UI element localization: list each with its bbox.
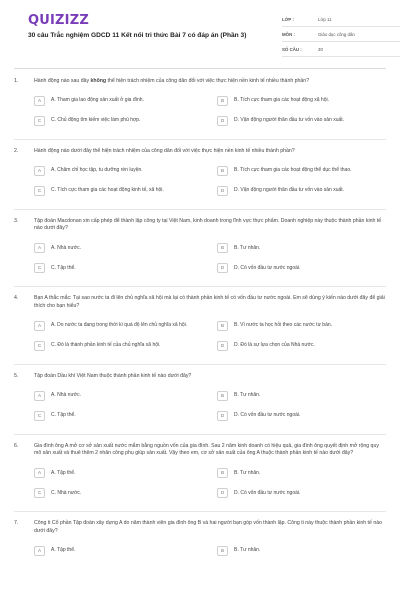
- question-divider: [14, 364, 386, 365]
- worksheet-header: [14, 0, 386, 62]
- answer-option[interactable]: [217, 241, 386, 255]
- answer-option[interactable]: [34, 389, 203, 403]
- option-letter-box[interactable]: B: [217, 468, 228, 478]
- question-number: 2.: [14, 147, 19, 154]
- option-letter-box[interactable]: C: [34, 341, 45, 351]
- option-letter-box[interactable]: A: [34, 243, 45, 253]
- answer-options: [34, 466, 386, 500]
- answer-option[interactable]: [34, 94, 203, 108]
- question-divider: [14, 209, 386, 210]
- option-letter-box[interactable]: C: [34, 411, 45, 421]
- option-letter-box[interactable]: B: [217, 546, 228, 556]
- option-text: A. Tham gia lao động sản xuất ở gia đình.: [51, 97, 144, 104]
- answer-option[interactable]: [217, 466, 386, 480]
- answer-option[interactable]: [217, 114, 386, 128]
- meta-key: SỐ CÂU :: [282, 46, 302, 52]
- option-text: B. Vì nước ta học hỏi theo các nước tư bản.: [234, 322, 333, 329]
- question-item: [14, 218, 386, 288]
- option-text: C. Tích cực tham gia các hoạt động kinh tế, xã hội.: [51, 187, 164, 194]
- question-text-part: thể hiện trách nhiệm của công dân đối với việc thực hiện nền kinh tế nhiều thành phần?: [106, 78, 310, 84]
- question-text: [34, 520, 386, 536]
- option-letter-box[interactable]: D: [217, 341, 228, 351]
- question-number: 4.: [14, 295, 19, 302]
- option-text: A. Nhà nước.: [51, 244, 81, 251]
- question-number: 5.: [14, 372, 19, 379]
- question-divider: [14, 286, 386, 287]
- option-text: D. Vận động người thân đầu tư vốn vào sản xuất.: [234, 117, 345, 124]
- option-letter-box[interactable]: A: [34, 166, 45, 176]
- option-text: D. Có vốn đầu tư nước ngoài.: [234, 412, 301, 419]
- option-letter-box[interactable]: C: [34, 488, 45, 498]
- question-divider: [14, 434, 386, 435]
- meta-value: 30: [318, 46, 323, 52]
- question-text: [34, 443, 386, 459]
- answer-option[interactable]: [34, 409, 203, 423]
- option-text: C. Đó là thành phần kinh tế của chủ nghĩa xã hội.: [51, 342, 161, 349]
- answer-option[interactable]: [217, 339, 386, 353]
- meta-row-subject: [282, 27, 400, 42]
- question-item: [14, 78, 386, 140]
- header-divider: [14, 68, 386, 69]
- answer-options: [34, 241, 386, 275]
- option-letter-box[interactable]: A: [34, 96, 45, 106]
- question-item: [14, 520, 386, 558]
- question-text-part: Công ti Cổ phần Tập đoàn xây dựng A do năm thành viên gia đình ông B và hai người bạn góp vốn thành lập. Công ti này thuộc thành phần kinh tế nào dưới đây?: [34, 520, 382, 534]
- answer-option[interactable]: [217, 164, 386, 178]
- option-letter-box[interactable]: A: [34, 321, 45, 331]
- option-letter-box[interactable]: D: [217, 186, 228, 196]
- meta-key: LỚP :: [282, 16, 294, 22]
- question-text-part: Bạn A thắc mắc: Tại sao nước ta đi lên chủ nghĩa xã hội mà lại có thành phần kinh tế có vốn đầu tư nước ngoài. Em sẽ dùng ý kiến nào dưới đây để giải thích cho bạn hiểu?: [34, 295, 385, 309]
- answer-option[interactable]: [34, 544, 203, 558]
- answer-options: [34, 164, 386, 198]
- option-letter-box[interactable]: A: [34, 546, 45, 556]
- question-text: [34, 218, 386, 234]
- answer-option[interactable]: [217, 389, 386, 403]
- option-letter-box[interactable]: B: [217, 391, 228, 401]
- option-text: B. Tư nhân.: [234, 244, 261, 251]
- answer-options: [34, 544, 386, 558]
- answer-option[interactable]: [217, 261, 386, 275]
- meta-value: Lớp 11: [318, 16, 332, 22]
- option-letter-box[interactable]: D: [217, 488, 228, 498]
- worksheet-meta: [282, 12, 400, 57]
- question-number: 1.: [14, 78, 19, 84]
- option-text: A. Tập thể.: [51, 547, 76, 554]
- option-text: D. Vận động người thân đầu tư vốn vào sản xuất.: [234, 187, 345, 194]
- answer-option[interactable]: [217, 184, 386, 198]
- option-text: D. Có vốn đầu tư nước ngoài.: [234, 264, 301, 271]
- option-letter-box[interactable]: B: [217, 321, 228, 331]
- quizizz-logo[interactable]: QUIZIZZ: [28, 13, 89, 28]
- question-item: [14, 295, 386, 365]
- answer-options: [34, 94, 386, 128]
- option-letter-box[interactable]: B: [217, 96, 228, 106]
- meta-value: Giáo dục công dân: [318, 31, 355, 37]
- question-divider: [14, 511, 386, 512]
- answer-option[interactable]: [34, 184, 203, 198]
- option-letter-box[interactable]: C: [34, 186, 45, 196]
- question-text-part: Tập đoàn Dầu khí Việt Nam thuộc thành phần kinh tế nào dưới đây?: [34, 372, 192, 379]
- question-text: [34, 373, 386, 381]
- question-text: [34, 78, 386, 86]
- answer-option[interactable]: [217, 486, 386, 500]
- option-letter-box[interactable]: D: [217, 263, 228, 273]
- option-text: D. Có vốn đầu tư nước ngoài.: [234, 489, 301, 496]
- option-text: A. Nhà nước.: [51, 392, 81, 399]
- option-text: B. Tích cực tham gia các hoạt động thể dục thể thao.: [234, 167, 352, 174]
- question-text-part: Tập đoàn Macdonan xin cấp phép để thành lập công ty tại Việt Nam, kinh doanh trong lĩnh vực thực phẩm. Doanh nghiệp này thuộc thành phần kinh tế nào dưới đây?: [34, 217, 382, 232]
- answer-option[interactable]: [217, 544, 386, 558]
- option-text: C. Tập thể.: [51, 412, 76, 419]
- option-letter-box[interactable]: D: [217, 411, 228, 421]
- question-item: [14, 443, 386, 513]
- question-text-emphasis: không: [90, 78, 107, 84]
- question-item: [14, 148, 386, 210]
- question-divider: [14, 139, 386, 140]
- meta-key: MÔN :: [282, 31, 295, 37]
- answer-option[interactable]: [34, 486, 203, 500]
- option-text: C. Nhà nước.: [51, 489, 82, 496]
- question-text: [34, 295, 386, 311]
- option-letter-box[interactable]: D: [217, 116, 228, 126]
- option-letter-box[interactable]: B: [217, 166, 228, 176]
- option-letter-box[interactable]: C: [34, 263, 45, 273]
- meta-row-count: [282, 42, 400, 57]
- option-text: A. Tập thể.: [51, 469, 76, 476]
- meta-row-grade: [282, 12, 400, 27]
- answer-option[interactable]: [34, 339, 203, 353]
- question-number: 7.: [14, 520, 19, 527]
- option-text: B. Tư nhân.: [234, 547, 261, 554]
- answer-options: [34, 389, 386, 423]
- question-number: 6.: [14, 442, 19, 449]
- answer-option[interactable]: [217, 319, 386, 333]
- option-text: A. Do nước ta đang trong thời kì quá độ lên chủ nghĩa xã hội.: [51, 322, 188, 329]
- option-letter-box[interactable]: B: [217, 243, 228, 253]
- answer-option[interactable]: [34, 319, 203, 333]
- question-number: 3.: [14, 217, 19, 224]
- answer-option[interactable]: [217, 409, 386, 423]
- option-text: B. Tư nhân.: [234, 392, 261, 399]
- option-text: B. Tư nhân.: [234, 469, 261, 476]
- answer-option[interactable]: [34, 241, 203, 255]
- question-text-part: Gia đình ông A mở cơ sở sản xuất nước mắm bằng nguồn vốn của gia đình. Sau 2 năm kinh doanh có hiệu quả, gia đình ông quyết định mở rộng quy mô sản xuất và thuê thêm 2 nhân công phụ giúp sản xuất. Vậy theo em, cơ sở sản xuất của ông A thuộc thành phần kinh tế nào dưới đây?: [34, 442, 379, 457]
- question-text-part: Hành động nào sau đây: [34, 78, 91, 84]
- question-text: [34, 148, 386, 156]
- question-item: [14, 373, 386, 435]
- answer-option[interactable]: [34, 164, 203, 178]
- option-letter-box[interactable]: C: [34, 116, 45, 126]
- answer-option[interactable]: [217, 94, 386, 108]
- worksheet-title: 30 câu Trắc nghiệm GDCD 11 Kết nối tri thức Bài 7 có đáp án (Phần 3): [28, 32, 247, 39]
- answer-option[interactable]: [34, 114, 203, 128]
- question-list: [14, 78, 386, 558]
- answer-option[interactable]: [34, 466, 203, 480]
- answer-option[interactable]: [34, 261, 203, 275]
- option-text: A. Chăm chỉ học tập, tu dưỡng rèn luyện.: [51, 167, 143, 174]
- option-letter-box[interactable]: A: [34, 468, 45, 478]
- answer-options: [34, 319, 386, 353]
- option-text: D. Đó là sự lựa chọn của Nhà nước.: [234, 342, 315, 349]
- question-text-part: Hành động nào dưới đây thể hiện trách nhiệm của công dân đối với việc thực hiện nền kinh tế nhiều thành phần?: [34, 147, 295, 154]
- option-text: C. Tập thể.: [51, 264, 76, 271]
- option-letter-box[interactable]: A: [34, 391, 45, 401]
- option-text: C. Chủ động tìm kiếm việc làm phù hợp.: [51, 117, 141, 124]
- option-text: B. Tích cực tham gia các hoạt động xã hội.: [234, 97, 329, 104]
